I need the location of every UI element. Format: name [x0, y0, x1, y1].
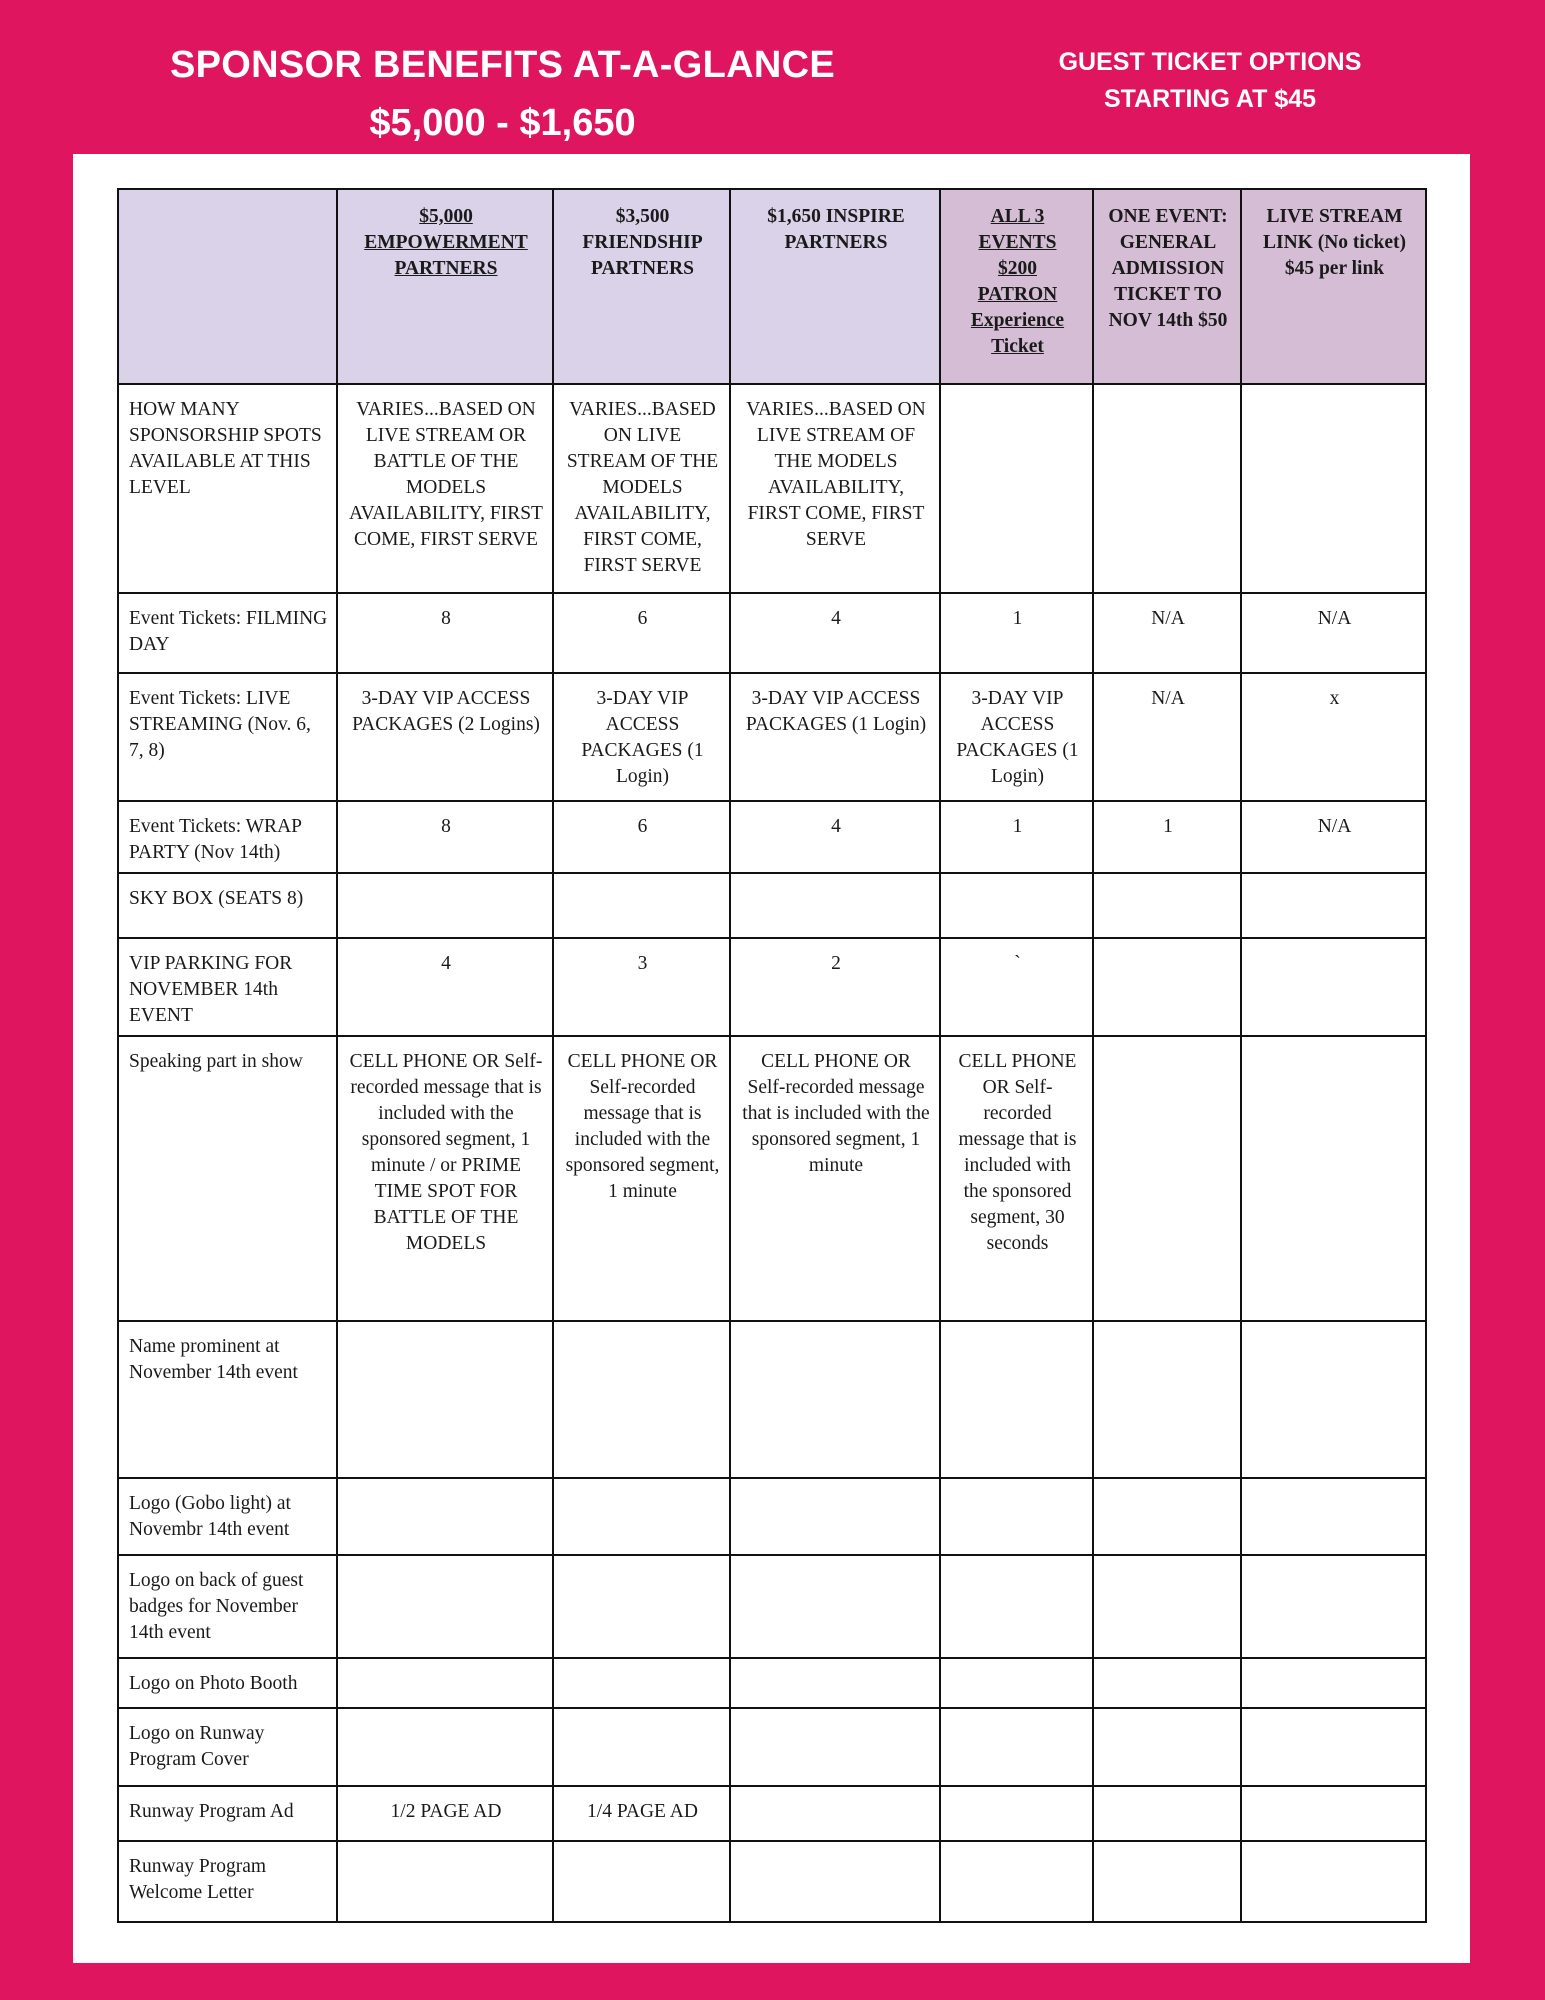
- row-label: Runway Program Ad: [118, 1786, 337, 1841]
- table-cell: [1093, 1841, 1241, 1922]
- table-cell: 3-DAY VIP ACCESS PACKAGES (1 Login): [940, 673, 1093, 801]
- row-label: HOW MANY SPONSORSHIP SPOTS AVAILABLE AT THIS LEVEL: [118, 384, 337, 593]
- row-label: Speaking part in show: [118, 1036, 337, 1321]
- table-cell: [940, 1658, 1093, 1708]
- table-cell: [337, 1841, 553, 1922]
- table-cell: N/A: [1093, 673, 1241, 801]
- table-cell: [730, 1786, 940, 1841]
- table-cell: [940, 1321, 1093, 1478]
- table-cell: VARIES...BASED ON LIVE STREAM OF THE MODELS AVAILABILITY, FIRST COME, FIRST SERVE: [730, 384, 940, 593]
- table-cell: 3-DAY VIP ACCESS PACKAGES (1 Login): [553, 673, 730, 801]
- table-row: [118, 1321, 1426, 1478]
- table-cell: [337, 1321, 553, 1478]
- table-cell: [1241, 1478, 1426, 1555]
- table-row: [118, 384, 1426, 593]
- header-inspire-partners: $1,650 INSPIRE PARTNERS: [730, 189, 940, 384]
- table-row: [118, 593, 1426, 673]
- table-cell: [1093, 1708, 1241, 1786]
- row-label: SKY BOX (SEATS 8): [118, 873, 337, 938]
- table-cell: [940, 1841, 1093, 1922]
- table-cell: 3: [553, 938, 730, 1036]
- table-cell: [1241, 873, 1426, 938]
- row-label: Logo (Gobo light) at Novembr 14th event: [118, 1478, 337, 1555]
- header-general-admission-ticket: ONE EVENT: GENERAL ADMISSION TICKET TO NOV 14th $50: [1093, 189, 1241, 384]
- table-cell: [337, 1708, 553, 1786]
- table-cell: 6: [553, 593, 730, 673]
- table-cell: CELL PHONE OR Self-recorded message that is included with the sponsored segment, 30 seconds: [940, 1036, 1093, 1321]
- table-cell: VARIES...BASED ON LIVE STREAM OF THE MODELS AVAILABILITY, FIRST COME, FIRST SERVE: [553, 384, 730, 593]
- table-cell: [553, 1321, 730, 1478]
- table-cell: [730, 1658, 940, 1708]
- table-cell: [1093, 1555, 1241, 1658]
- table-row: [118, 801, 1426, 873]
- table-cell: [553, 873, 730, 938]
- table-cell: [940, 1708, 1093, 1786]
- table-cell: [940, 1786, 1093, 1841]
- table-cell: CELL PHONE OR Self-recorded message that is included with the sponsored segment, 1 minute: [730, 1036, 940, 1321]
- table-row: [118, 1478, 1426, 1555]
- table-cell: [940, 384, 1093, 593]
- table-cell: [1241, 1036, 1426, 1321]
- guest-ticket-callout: [1030, 44, 1390, 118]
- table-cell: 4: [337, 938, 553, 1036]
- table-cell: [940, 1478, 1093, 1555]
- table-cell: [553, 1658, 730, 1708]
- table-cell: [1093, 1321, 1241, 1478]
- table-cell: 1/4 PAGE AD: [553, 1786, 730, 1841]
- table-cell: [337, 1478, 553, 1555]
- table-row: [118, 938, 1426, 1036]
- table-cell: [730, 1321, 940, 1478]
- table-cell: 4: [730, 593, 940, 673]
- table-cell: CELL PHONE OR Self-recorded message that is included with the sponsored segment, 1 minute / or PRIME TIME SPOT FOR BATTLE OF THE MODELS: [337, 1036, 553, 1321]
- row-label: Runway Program Welcome Letter: [118, 1841, 337, 1922]
- table-cell: 3-DAY VIP ACCESS PACKAGES (1 Login): [730, 673, 940, 801]
- table-cell: 1/2 PAGE AD: [337, 1786, 553, 1841]
- header-friendship-partners: $3,500 FRIENDSHIP PARTNERS: [553, 189, 730, 384]
- table-cell: [1241, 1786, 1426, 1841]
- table-cell: [1241, 1708, 1426, 1786]
- table-cell: [337, 873, 553, 938]
- table-cell: [1093, 1478, 1241, 1555]
- table-row: [118, 673, 1426, 801]
- table-cell: 3-DAY VIP ACCESS PACKAGES (2 Logins): [337, 673, 553, 801]
- table-cell: [1093, 938, 1241, 1036]
- table-cell: 1: [940, 801, 1093, 873]
- table-cell: [1241, 384, 1426, 593]
- table-cell: 8: [337, 801, 553, 873]
- table-cell: [553, 1555, 730, 1658]
- table-cell: 4: [730, 801, 940, 873]
- table-cell: [1093, 873, 1241, 938]
- page-header: [100, 38, 905, 154]
- guest-ticket-line-2: STARTING AT $45: [1103, 85, 1317, 113]
- table-cell: [730, 1555, 940, 1658]
- table-cell: [940, 1555, 1093, 1658]
- table-header-row: [118, 189, 1426, 384]
- table-cell: 2: [730, 938, 940, 1036]
- row-label: Logo on Runway Program Cover: [118, 1708, 337, 1786]
- table-cell: [1241, 1841, 1426, 1922]
- table-cell: 8: [337, 593, 553, 673]
- header-live-stream-link: LIVE STREAM LINK (No ticket) $45 per link: [1241, 189, 1426, 384]
- table-cell: [337, 1555, 553, 1658]
- table-cell: 1: [1093, 801, 1241, 873]
- table-cell: [1093, 384, 1241, 593]
- table-cell: [730, 873, 940, 938]
- row-label: VIP PARKING FOR NOVEMBER 14th EVENT: [118, 938, 337, 1036]
- table-cell: N/A: [1241, 593, 1426, 673]
- row-label: Name prominent at November 14th event: [118, 1321, 337, 1478]
- table-cell: [1241, 1658, 1426, 1708]
- table-row: [118, 1841, 1426, 1922]
- table-cell: [1093, 1658, 1241, 1708]
- table-cell: 6: [553, 801, 730, 873]
- table-row: [118, 1708, 1426, 1786]
- table-cell: [553, 1478, 730, 1555]
- table-cell: [553, 1841, 730, 1922]
- row-label: Logo on back of guest badges for November 14th event: [118, 1555, 337, 1658]
- table-row: [118, 1786, 1426, 1841]
- row-label: Logo on Photo Booth: [118, 1658, 337, 1708]
- table-cell: [940, 873, 1093, 938]
- table-row: [118, 873, 1426, 938]
- table-cell: [730, 1478, 940, 1555]
- table-cell: [730, 1841, 940, 1922]
- sponsor-benefits-table: [117, 188, 1427, 1923]
- page-title: SPONSOR BENEFITS AT-A-GLANCE: [170, 44, 835, 86]
- guest-ticket-line-1: GUEST TICKET OPTIONS: [1058, 48, 1362, 76]
- table-cell: N/A: [1241, 801, 1426, 873]
- table-cell: VARIES...BASED ON LIVE STREAM OR BATTLE OF THE MODELS AVAILABILITY, FIRST COME, FIRST SERVE: [337, 384, 553, 593]
- header-empowerment-partners: $5,000 EMPOWERMENT PARTNERS: [337, 189, 553, 384]
- row-label: Event Tickets: WRAP PARTY (Nov 14th): [118, 801, 337, 873]
- header-patron-experience-ticket: ALL 3 EVENTS $200 PATRON Experience Ticket: [940, 189, 1093, 384]
- header-corner: [118, 189, 337, 384]
- table-cell: 1: [940, 593, 1093, 673]
- table-cell: x: [1241, 673, 1426, 801]
- row-label: Event Tickets: FILMING DAY: [118, 593, 337, 673]
- table-cell: [337, 1658, 553, 1708]
- table-row: [118, 1036, 1426, 1321]
- price-range: $5,000 - $1,650: [369, 102, 636, 144]
- table-cell: [1241, 938, 1426, 1036]
- table-row: [118, 1658, 1426, 1708]
- table-cell: [553, 1708, 730, 1786]
- table-cell: [1093, 1786, 1241, 1841]
- table-row: [118, 1555, 1426, 1658]
- row-label: Event Tickets: LIVE STREAMING (Nov. 6, 7, 8): [118, 673, 337, 801]
- table-cell: [1241, 1555, 1426, 1658]
- table-cell: `: [940, 938, 1093, 1036]
- table-cell: [1093, 1036, 1241, 1321]
- table-cell: CELL PHONE OR Self-recorded message that is included with the sponsored segment, 1 minute: [553, 1036, 730, 1321]
- table-cell: [1241, 1321, 1426, 1478]
- table-cell: N/A: [1093, 593, 1241, 673]
- table-cell: [730, 1708, 940, 1786]
